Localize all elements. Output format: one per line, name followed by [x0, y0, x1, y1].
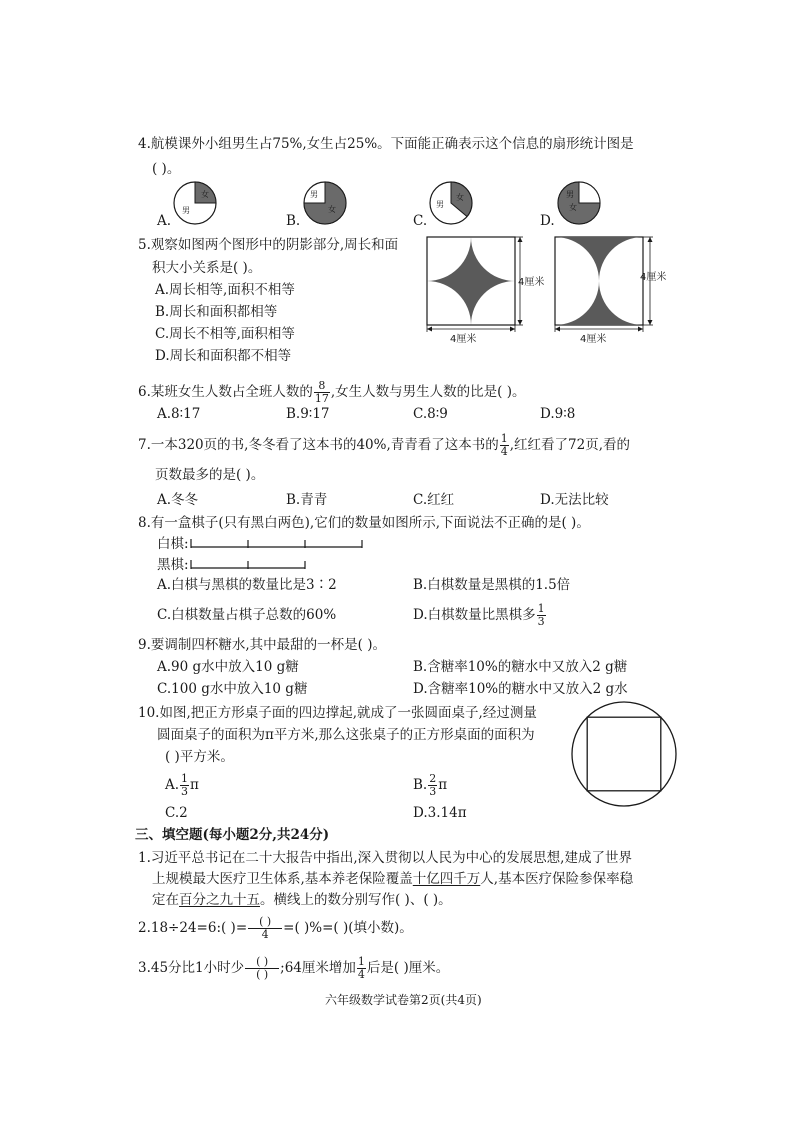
q5-option-b[interactable]: B.周长和面积都相等: [155, 304, 278, 320]
q5-option-a[interactable]: A.周长相等,面积不相等: [155, 282, 295, 298]
q10-line1: 10.如图,把正方形桌子面的四边撑起,就成了一张圆面桌子,经过测量: [138, 705, 537, 721]
q10-line2: 圆面桌子的面积为π平方米,那么这张桌子的正方形桌面的面积为: [157, 727, 535, 743]
q5-option-c[interactable]: C.周长不相等,面积相等: [155, 326, 295, 342]
f1-line3-post: 。横线上的数分别写作( )、( )。: [260, 892, 452, 908]
dim-label-width: 4厘米: [580, 334, 607, 345]
f1-line1: 1.习近平总书记在二十大报告中指出,深入贯彻以人民为中心的发展思想,建成了世界: [138, 850, 632, 866]
pie-label-girl: 女: [456, 193, 464, 202]
f2-pre: 2.18÷24=6:( )=: [138, 920, 248, 936]
fraction-numerator: 1: [181, 772, 189, 785]
q5-line2: 积大小关系是( )。: [152, 260, 262, 276]
f3-post: 后是( )厘米。: [366, 960, 450, 976]
q10-option-d[interactable]: D.3.14π: [413, 805, 467, 821]
q5-option-d[interactable]: D.周长和面积都不相等: [155, 348, 292, 364]
f1-line3: [152, 891, 452, 909]
q10-option-c[interactable]: C.2: [165, 805, 188, 821]
q10-a-post: π: [190, 777, 199, 793]
pie-label-girl: 女: [328, 205, 336, 214]
pie-chart-b[interactable]: [302, 180, 350, 228]
f2-post: =( )%=( )(填小数)。: [283, 920, 413, 936]
pie-label-boy: 男: [182, 206, 190, 215]
q5-line1: 5.观察如图两个图形中的阴影部分,周长和面: [138, 237, 399, 253]
q7-option-c[interactable]: C.红红: [413, 492, 455, 508]
f3-fraction: [357, 956, 366, 981]
q9-option-c[interactable]: C.100 g水中放入10 g糖: [157, 681, 308, 697]
f1-underlined-number-2: 百分之九十五: [179, 892, 260, 908]
q4-option-b[interactable]: B.: [286, 213, 301, 229]
q7-fraction: [500, 433, 509, 458]
fraction-denominator: 4: [357, 968, 365, 981]
q8-text: 8.有一盒棋子(只有黑白两色),它们的数量如图所示,下面说法不正确的是( )。: [138, 515, 590, 531]
f1-line2-pre: 上规模最大医疗卫生体系,基本养老保险覆盖: [152, 871, 413, 887]
q7-option-a[interactable]: A.冬冬: [157, 492, 199, 508]
q4-blank: ( )。: [152, 161, 181, 177]
q8-option-a[interactable]: A.白棋与黑棋的数量比是3∶2: [157, 577, 337, 593]
q8-d-pre: D.白棋数量比黑棋多: [413, 607, 536, 623]
q6-post: ,女生人数与男生人数的比是( )。: [330, 384, 526, 400]
q6-option-c[interactable]: C.8∶9: [413, 406, 448, 422]
q9-option-d[interactable]: D.含糖率10%的糖水中又放入2 g水: [413, 681, 628, 697]
circle-square-figure: [570, 700, 680, 810]
fraction-denominator: 4: [261, 928, 269, 941]
q6-fraction: [314, 380, 330, 405]
q10-a-pre: A.: [165, 777, 180, 793]
f2-fraction: [248, 916, 282, 941]
q6-option-d[interactable]: D.9∶8: [540, 406, 576, 422]
q7-option-d[interactable]: D.无法比较: [540, 492, 609, 508]
q7-text: [138, 428, 630, 462]
q4-option-c[interactable]: C.: [413, 213, 428, 229]
q4-option-d[interactable]: D.: [540, 213, 555, 229]
q7-post: ,红红看了72页,看的: [509, 437, 631, 453]
q10-b-post: π: [438, 777, 448, 793]
f1-line2: [152, 870, 633, 888]
f3-pre: 3.45分比1小时少: [138, 960, 245, 976]
f3-fraction-blank: [245, 956, 279, 981]
dim-label-height: 4厘米: [640, 272, 667, 283]
q7-option-b[interactable]: B.青青: [286, 492, 328, 508]
fraction-numerator: 8: [314, 380, 330, 393]
q10-b-pre: B.: [413, 777, 428, 793]
fraction-denominator: 3: [429, 785, 437, 798]
fraction-numerator: 1: [537, 602, 545, 615]
q10-line3: ( )平方米。: [165, 749, 234, 765]
page-footer: 六年级数学试卷第2页(共4页): [325, 993, 482, 1007]
q10-option-b[interactable]: [413, 768, 447, 802]
q8-option-c[interactable]: C.白棋数量占棋子总数的60%: [157, 607, 337, 623]
f1-line2-post: 人,基本医疗保险参保率稳: [480, 871, 634, 887]
pie-chart-d[interactable]: [556, 180, 604, 228]
q6-text: [138, 375, 526, 409]
black-piece-bar: [190, 558, 370, 572]
f3-mid: ;64厘米增加: [280, 960, 356, 976]
fraction-denominator[interactable]: ( ): [256, 968, 269, 981]
fraction-denominator: 4: [500, 445, 508, 458]
pie-chart-a[interactable]: [172, 180, 220, 228]
dim-label-width: 4厘米: [450, 334, 477, 345]
figure-hourglass: [550, 232, 685, 347]
q10-a-fraction: [180, 773, 189, 798]
q8-d-fraction: [537, 603, 546, 628]
q9-text: 9.要调制四杯糖水,其中最甜的一杯是( )。: [138, 637, 386, 653]
q7-pre: 7.一本320页的书,冬冬看了这本书的40%,青青看了这本书的: [138, 437, 499, 453]
section-title: 三、填空题(每小题2分,共24分): [135, 827, 330, 843]
pie-label-boy: 男: [566, 190, 574, 199]
pie-label-boy: 男: [310, 190, 318, 199]
q8-white-label: 白棋:: [157, 536, 189, 552]
pie-label-girl: 女: [569, 203, 577, 212]
q6-pre: 6.某班女生人数占全班人数的: [138, 384, 313, 400]
dim-label-height: 4厘米: [518, 277, 545, 288]
fraction-denominator: 3: [537, 615, 545, 628]
pie-chart-c[interactable]: [428, 180, 476, 228]
q9-option-b[interactable]: B.含糖率10%的糖水中又放入2 g糖: [413, 659, 628, 675]
fraction-numerator: 1: [357, 955, 365, 968]
fraction-numerator[interactable]: ( ): [248, 916, 282, 929]
white-piece-bar: [190, 537, 370, 551]
fraction-numerator[interactable]: ( ): [245, 956, 279, 969]
pie-label-boy: 男: [436, 200, 444, 209]
f2-text: [138, 911, 413, 945]
f3-text: [138, 951, 449, 985]
f1-underlined-number-1: 十亿四千万: [412, 871, 481, 887]
q10-b-fraction: [428, 773, 437, 798]
q8-black-label: 黑棋:: [157, 557, 189, 573]
q8-option-d[interactable]: [413, 598, 547, 632]
f1-line3-pre: 定在: [152, 892, 179, 908]
q4-option-a[interactable]: A.: [157, 213, 172, 229]
fraction-numerator: 2: [429, 772, 437, 785]
q7-line2: 页数最多的是( )。: [155, 467, 265, 483]
q6-option-b[interactable]: B.9∶17: [286, 406, 330, 422]
q8-option-b[interactable]: B.白棋数量是黑棋的1.5倍: [413, 577, 571, 593]
fraction-denominator: 3: [181, 785, 189, 798]
pie-label-girl: 女: [201, 190, 209, 199]
q9-option-a[interactable]: A.90 g水中放入10 g糖: [157, 659, 299, 675]
fraction-numerator: 1: [500, 432, 508, 445]
q4-text: 4.航模课外小组男生占75%,女生占25%。下面能正确表示这个信息的扇形统计图是: [138, 136, 634, 152]
figure-astroid: [420, 232, 550, 347]
q10-option-a[interactable]: [165, 768, 199, 802]
q6-option-a[interactable]: A.8∶17: [157, 406, 201, 422]
fraction-denominator: 17: [314, 392, 329, 405]
